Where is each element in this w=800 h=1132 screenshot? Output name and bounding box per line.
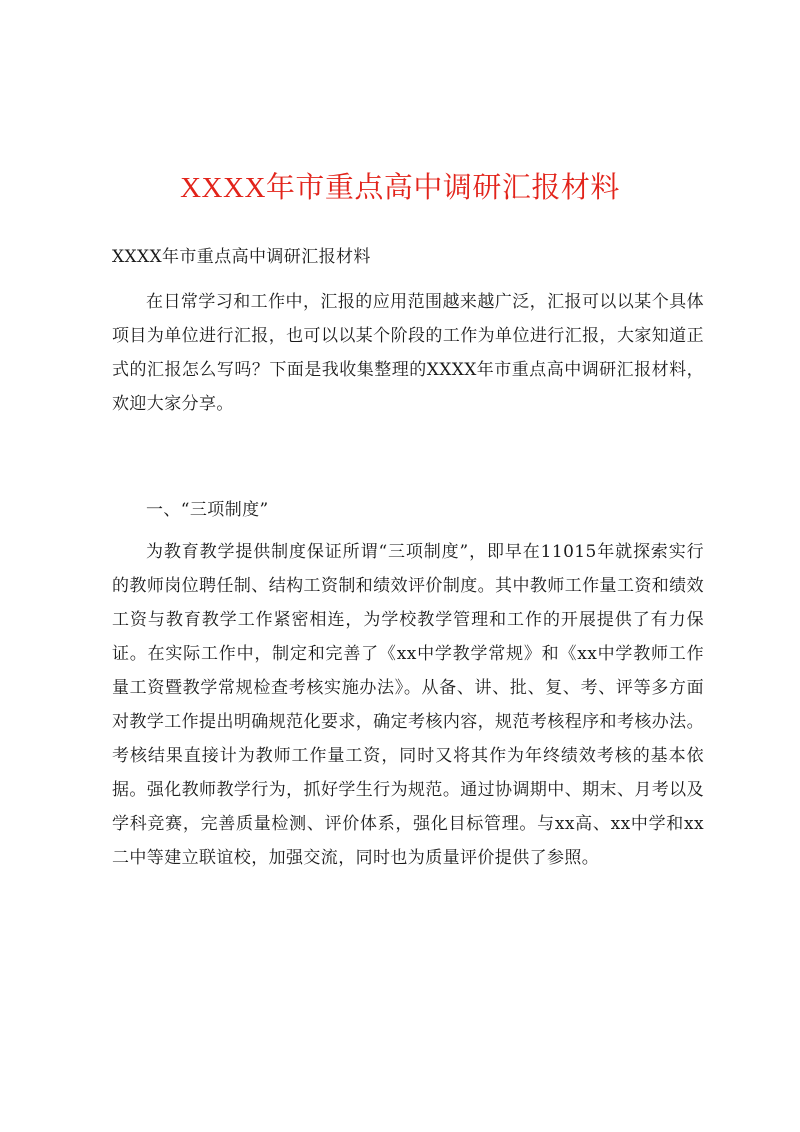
intro-paragraph: 在日常学习和工作中，汇报的应用范围越来越广泛，汇报可以以某个具体项目为单位进行汇报，也可以以某个阶段的工作为单位进行汇报，大家知道正式的汇报怎么写吗？下面是我收集整理的XXXX年市重点高中调研汇报材料，欢迎大家分享。 <box>112 292 704 414</box>
document-subtitle: XXXX年市重点高中调研汇报材料 <box>112 247 371 267</box>
section-body-paragraph: 为教育教学提供制度保证所谓“三项制度”，即早在11015年就探索实行的教师岗位聘任制、结构工资制和绩效评价制度。其中教师工作量工资和绩效工资与教育教学工作紧密相连，为学校教学管理和工作的开展提供了有力保证。在实际工作中，制定和完善了《xx中学教学常规》和《xx中学教师工作量工资暨教学常规检查考核实施办法》。从备、讲、批、复、考、评等多方面对教学工作提出明确规范化要求，确定考核内容，规范考核程序和考核办法。考核结果直接计为教师工作量工资，同时又将其作为年终绩效考核的基本依据。强化教师教学行为，抓好学生行为规范。通过协调期中、期末、月考以及学科竞赛，完善质量检测、评价体系，强化目标管理。与xx高、xx中学和xx二中等建立联谊校，加强交流，同时也为质量评价提供了参照。 <box>112 542 704 868</box>
document-title: XXXX年市重点高中调研汇报材料 <box>180 172 620 204</box>
section-heading: 一、“三项制度” <box>146 500 269 520</box>
